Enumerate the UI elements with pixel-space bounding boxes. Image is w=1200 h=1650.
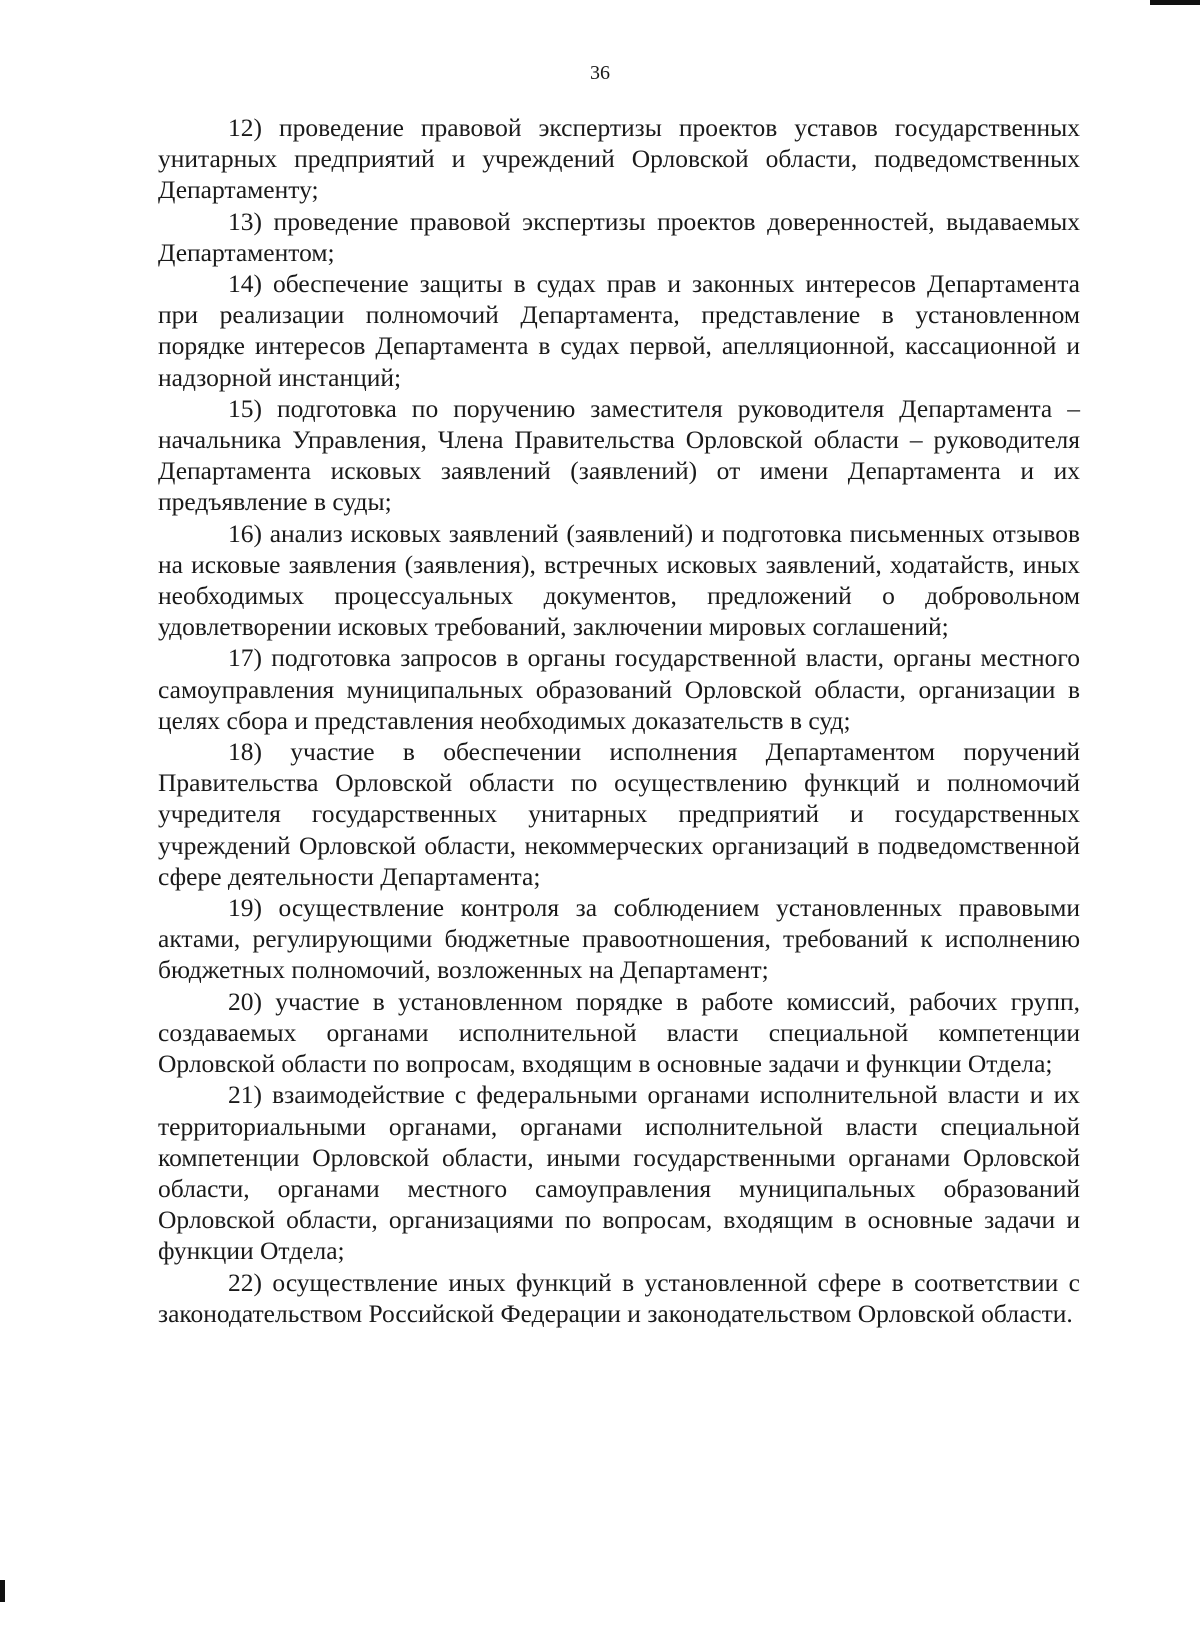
scan-edge-mark-top: [1150, 0, 1200, 5]
list-item-14: 14) обеспечение защиты в судах прав и законных интересов Департамента при реализации полномочий Департамента, представление в установленном порядке интересов Департамента в судах первой, апелляционной, кассационной и надзорной инстанций;: [158, 269, 1080, 392]
list-item-22: 22) осуществление иных функций в установленной сфере в соответствии с законодательством Российской Федерации и законодательством Орловской области.: [158, 1267, 1080, 1328]
list-item-19: 19) осуществление контроля за соблюдением установленных правовыми актами, регулирующими бюджетные правоотношения, требований к исполнению бюджетных полномочий, возложенных на Департамент;: [158, 893, 1080, 985]
list-item-15: 15) подготовка по поручению заместителя руководителя Департамента – начальника Управления, Члена Правительства Орловской области – руководителя Департамента исковых заявлений (заявлений) от имени Департамента и их предъявление в суды;: [158, 393, 1080, 517]
list-item-17: 17) подготовка запросов в органы государственной власти, органы местного самоуправления муниципальных образований Орловской области, организации в целях сбора и представления необходимых доказательств в суд;: [158, 643, 1080, 735]
document-body: [158, 112, 1080, 1329]
page-number: 36: [590, 62, 610, 84]
list-item-16: 16) анализ исковых заявлений (заявлений) и подготовка письменных отзывов на исковые заявления (заявления), встречных исковых заявлений, ходатайств, иных необходимых процессуальных документов, предложений о добровольном удовлетворении исковых требований, заключении мировых соглашений;: [158, 518, 1080, 642]
list-item-13: 13) проведение правовой экспертизы проектов доверенностей, выдаваемых Департаментом;: [158, 206, 1080, 267]
scan-edge-mark-bottom: [0, 1580, 5, 1602]
list-item-20: 20) участие в установленном порядке в работе комиссий, рабочих групп, создаваемых органами исполнительной власти специальной компетенции Орловской области по вопросам, входящим в основные задачи и функции Отдела;: [158, 986, 1080, 1079]
list-item-18: 18) участие в обеспечении исполнения Департаментом поручений Правительства Орловской области по осуществлению функций и полномочий учредителя государственных унитарных предприятий и государственных учреждений Орловской области, некоммерческих организаций в подведомственной сфере деятельности Департамента;: [158, 737, 1080, 891]
list-item-12: 12) проведение правовой экспертизы проектов уставов государственных унитарных предприятий и учреждений Орловской области, подведомственных Департаменту;: [158, 113, 1080, 205]
list-item-21: 21) взаимодействие с федеральными органами исполнительной власти и их территориальными органами, органами исполнительной власти специальной компетенции Орловской области, иными государственными органами Орловской области, органами местного самоуправления муниципальных образований Орловской области, организациями по вопросам, входящим в основные задачи и функции Отдела;: [158, 1080, 1080, 1266]
